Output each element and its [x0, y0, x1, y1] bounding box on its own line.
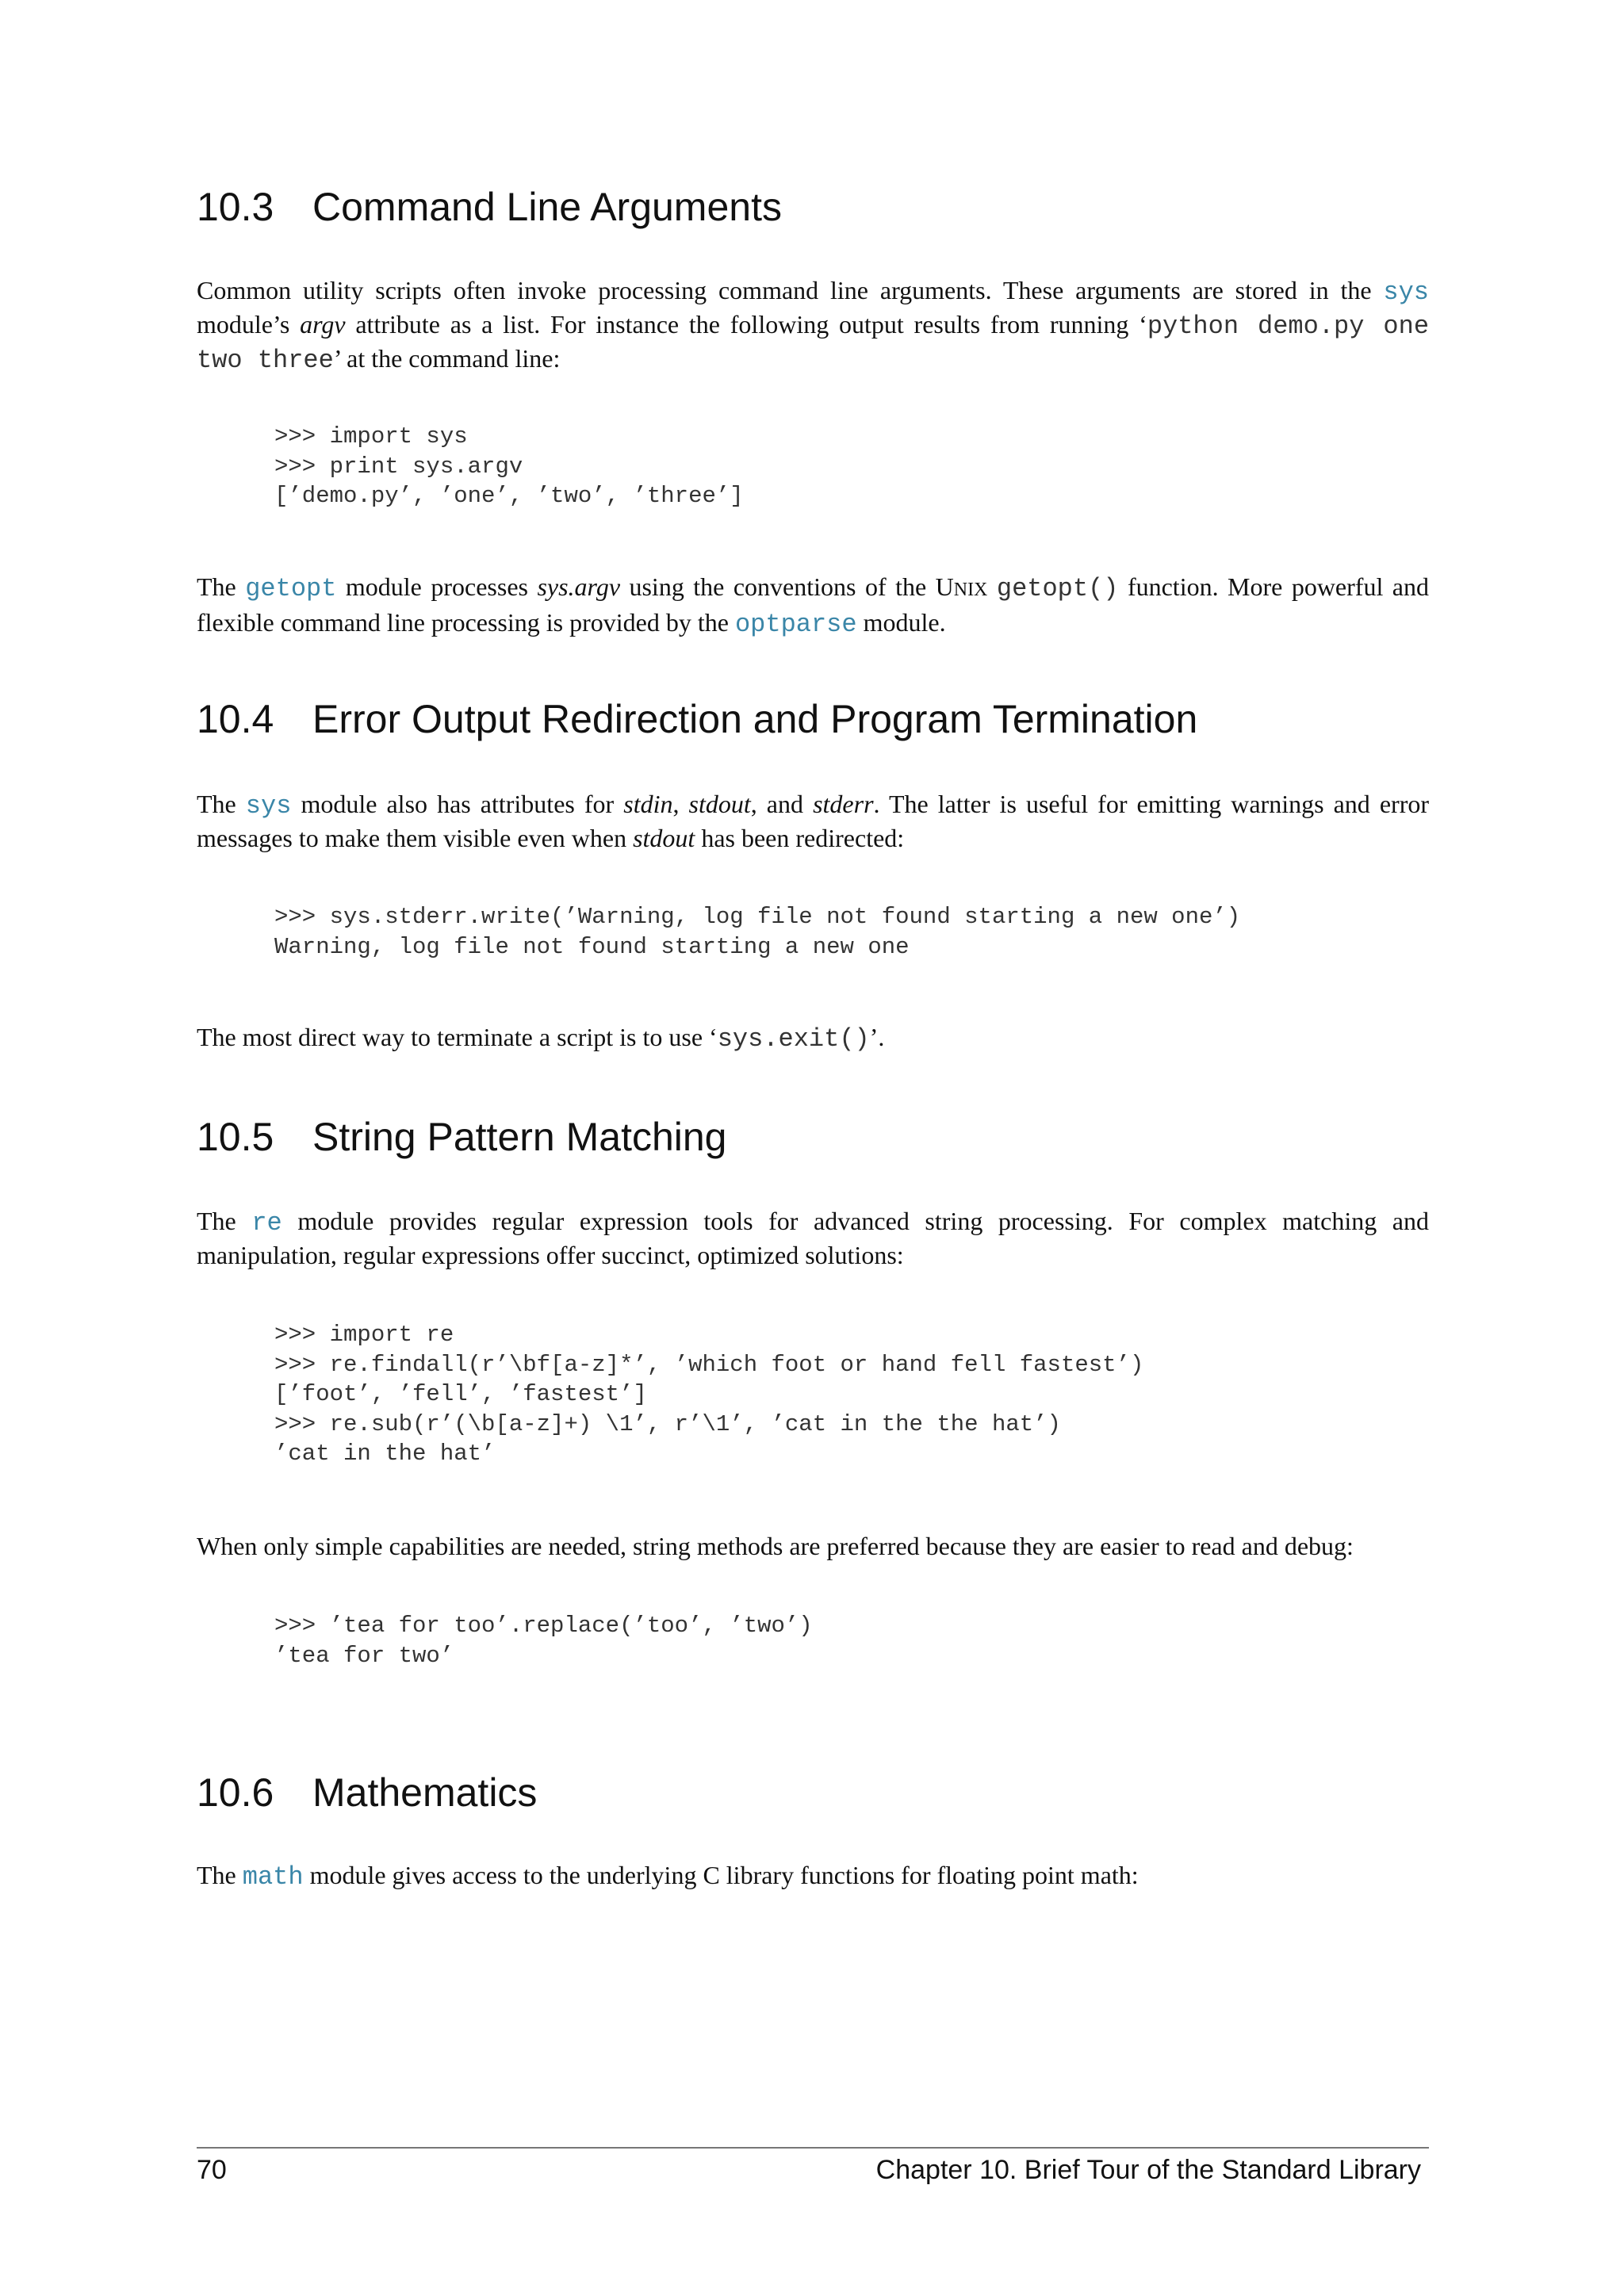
emphasis-stdout: stdout [633, 824, 695, 852]
text-run: module also has attributes for [291, 790, 624, 818]
text-run: function. More powerful and flexible command line processing is provided by the [197, 572, 1430, 637]
paragraph-command-line-intro [197, 274, 1429, 377]
section-title: Mathematics [312, 1770, 538, 1815]
module-link-math[interactable]: math [242, 1862, 304, 1892]
text-run: attribute as a list. For instance the following output results from running ‘ [345, 310, 1147, 339]
text-run: Common utility scripts often invoke processing command line arguments. These arguments are stored in the [197, 276, 1384, 304]
text-run: The most direct way to terminate a script is to use ‘ [197, 1023, 718, 1051]
section-heading-10-4 [197, 696, 1197, 742]
text-run: using the conventions of the [620, 572, 936, 601]
paragraph-getopt [197, 571, 1429, 641]
text-run: has been redirected: [695, 824, 905, 852]
section-number: 10.5 [197, 1115, 274, 1159]
module-link-sys[interactable]: sys [245, 791, 292, 821]
paragraph-sys-streams [197, 788, 1429, 855]
emphasis-stdout: stdout [688, 790, 751, 818]
code-block-replace: >>> ’tea for too’.replace(’too’, ’two’) ’tea for two’ [274, 1613, 813, 1669]
code-block-regex: >>> import re >>> re.findall(r’\bf[a-z]*’, ’which foot or hand fell fastest’) [’foot’, ’fell’, ’fastest’] >>> re.sub(r’(\b[a-z]+) \1’, r’\1’, ’cat in the the hat’) ’cat in the hat’ [274, 1322, 1144, 1467]
text-run: The [197, 790, 246, 818]
text-run: ’. [869, 1023, 885, 1051]
text-run: , and [750, 790, 814, 818]
text-run: module. [856, 608, 946, 637]
emphasis-sys-argv: sys.argv [537, 572, 621, 601]
inline-code: python demo.py one two three [197, 312, 1430, 375]
code-block-sys-argv: >>> import sys >>> print sys.argv [’demo.py’, ’one’, ’two’, ’three’] [274, 423, 744, 509]
small-caps-unix-rest: NIX [953, 580, 988, 600]
section-number: 10.3 [197, 185, 274, 229]
section-number: 10.6 [197, 1770, 274, 1815]
text-run: When only simple capabilities are needed, string methods are preferred because they are easier to read and debug: [197, 1532, 1354, 1560]
inline-code: sys.exit() [717, 1024, 870, 1054]
emphasis-stdin: stdin [623, 790, 673, 818]
text-run: , [672, 790, 689, 818]
text-run: module gives access to the underlying C library functions for floating point math: [303, 1861, 1139, 1889]
module-link-getopt[interactable]: getopt [245, 574, 337, 603]
section-heading-10-6 [197, 1770, 537, 1816]
emphasis-argv: argv [300, 310, 346, 339]
inline-code: getopt() [996, 574, 1119, 603]
paragraph-string-methods [197, 1530, 1429, 1563]
code-block-stderr: >>> sys.stderr.write(’Warning, log file not found starting a new one’) Warning, log file not found starting a new one [274, 904, 1241, 960]
text-run: module processes [336, 572, 538, 601]
paragraph-re-module [197, 1205, 1429, 1272]
text-run: The [197, 572, 246, 601]
section-title: String Pattern Matching [312, 1115, 727, 1159]
section-title: Error Output Redirection and Program Termination [312, 697, 1198, 741]
footer-divider [197, 2147, 1429, 2149]
module-link-optparse[interactable]: optparse [734, 610, 857, 639]
text-run: module’s [197, 310, 301, 339]
small-caps-unix: U [935, 572, 954, 601]
chapter-title-footer: Chapter 10. Brief Tour of the Standard Library [875, 2155, 1421, 2185]
text-run: The [197, 1861, 243, 1889]
section-title: Command Line Arguments [312, 185, 782, 229]
section-heading-10-5 [197, 1114, 727, 1160]
section-heading-10-3 [197, 184, 782, 230]
page-number: 70 [197, 2155, 227, 2185]
emphasis-stderr: stderr [813, 790, 874, 818]
module-link-sys[interactable]: sys [1383, 277, 1429, 307]
paragraph-math-module [197, 1859, 1429, 1893]
text-run: . The latter is useful for emitting warnings and error messages to make them visible even when [197, 790, 1430, 852]
module-link-re[interactable]: re [251, 1208, 282, 1238]
section-number: 10.4 [197, 697, 274, 741]
text-run: module provides regular expression tools for advanced string processing. For complex matching and manipulation, regular expressions offer succinct, optimized solutions: [197, 1207, 1430, 1269]
paragraph-sys-exit [197, 1021, 1429, 1055]
text-run: ’ at the command line: [333, 344, 561, 373]
text-run: The [197, 1207, 252, 1235]
